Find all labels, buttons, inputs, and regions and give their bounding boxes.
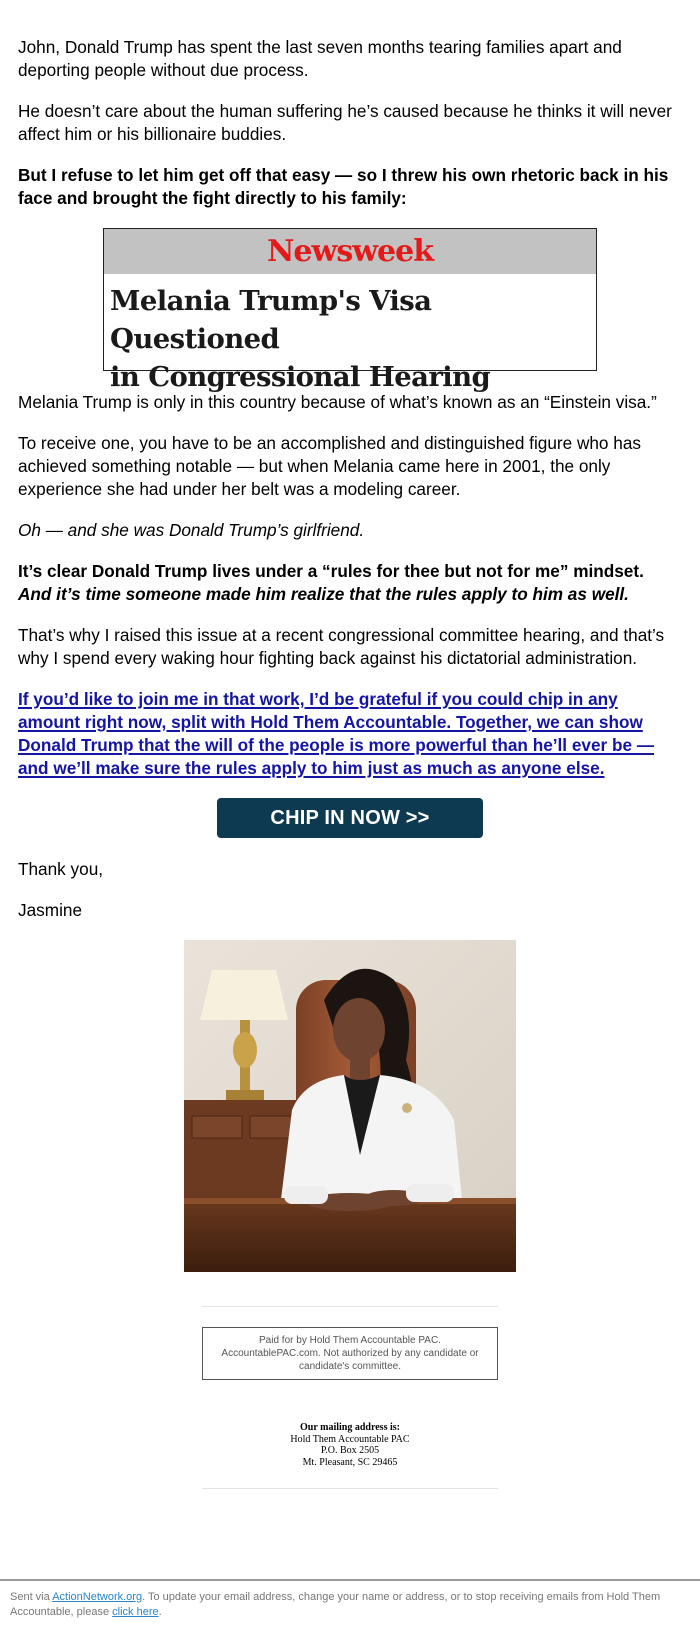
paid-for-disclaimer: Paid for by Hold Them Accountable PAC. AccountablePAC.com. Not authorized by any candidate or candidate's committee. (202, 1327, 498, 1380)
signoff-text: Thank you, (18, 859, 104, 879)
footer-divider-bottom (202, 1488, 498, 1489)
donate-link[interactable]: If you’d like to join me in that work, I’d be grateful if you could chip in any amount right now, split with Hold Them Accountable. Together, we can show Donald Trump that the will of the people is more powerful than he’ll ever be — and we’ll make sure the rules apply to him just as much as anyone else. (18, 689, 655, 778)
portrait-illustration (184, 940, 516, 1272)
sent-middle: . To update your email address, change your name or address, or to stop receiving emails from Hold Them Accountable, please (10, 1591, 661, 1618)
footer-area (202, 1306, 498, 1489)
paragraph-einstein-visa: Melania Trump is only in this country because of what’s known as an “Einstein visa.” (18, 392, 657, 412)
unsubscribe-link[interactable]: click here (112, 1606, 159, 1618)
rules-bold-text: It’s clear Donald Trump lives under a “rules for thee but not for me” mindset. (18, 561, 644, 581)
mailing-name: Hold Them Accountable PAC (290, 1433, 410, 1445)
paragraph-rules (18, 560, 682, 606)
sent-via-bar (0, 1579, 700, 1620)
chip-in-wrapper (18, 798, 682, 838)
mailing-city: Mt. Pleasant, SC 29465 (302, 1456, 398, 1468)
paragraph-requirements: To receive one, you have to be an accomplished and distinguished figure who has achieved something notable — but when Melania came here in 2001, the only experience she had under her belt was a modeling career. (18, 433, 641, 499)
portrait-photo (184, 940, 516, 1272)
signature-text: Jasmine (18, 900, 82, 920)
sent-suffix: . (158, 1606, 162, 1618)
footer-divider-top (202, 1306, 498, 1307)
actionnetwork-link[interactable]: ActionNetwork.org (52, 1591, 143, 1603)
newsweek-brand-bar (104, 229, 596, 274)
newsweek-headline-image (103, 228, 597, 393)
paragraph-suffering: He doesn’t care about the human suffering he’s caused because he thinks it will never affect him or his billionaire buddies. (18, 101, 672, 144)
headline-line-1: Melania Trump's Visa Questioned (110, 285, 432, 355)
mailing-heading: Our mailing address is: (300, 1422, 400, 1433)
mailing-po-box: P.O. Box 2505 (320, 1445, 380, 1456)
chip-in-button[interactable]: CHIP IN NOW >> (217, 798, 483, 838)
sent-prefix: Sent via (10, 1591, 53, 1603)
paragraph-cta (18, 688, 682, 780)
headline-text (104, 274, 596, 396)
paragraph-girlfriend: Oh — and she was Donald Trump’s girlfriend. (18, 520, 365, 540)
rules-bold-italic-text: And it’s time someone made him realize that the rules apply to him as well. (18, 584, 629, 604)
paragraph-hearing: That’s why I raised this issue at a recent congressional committee hearing, and that’s why I spend every waking hour fighting back against his dictatorial administration. (18, 625, 665, 668)
newsweek-logo: Newsweek (266, 234, 433, 269)
paragraph-intro: John, Donald Trump has spent the last seven months tearing families apart and deporting people without due process. (18, 37, 622, 80)
paragraph-refuse: But I refuse to let him get off that easy — so I threw his own rhetoric back in his face and brought the fight directly to his family: (18, 165, 669, 208)
mailing-address (202, 1422, 498, 1468)
headline-line-2: in Congressional Hearing (110, 361, 491, 393)
